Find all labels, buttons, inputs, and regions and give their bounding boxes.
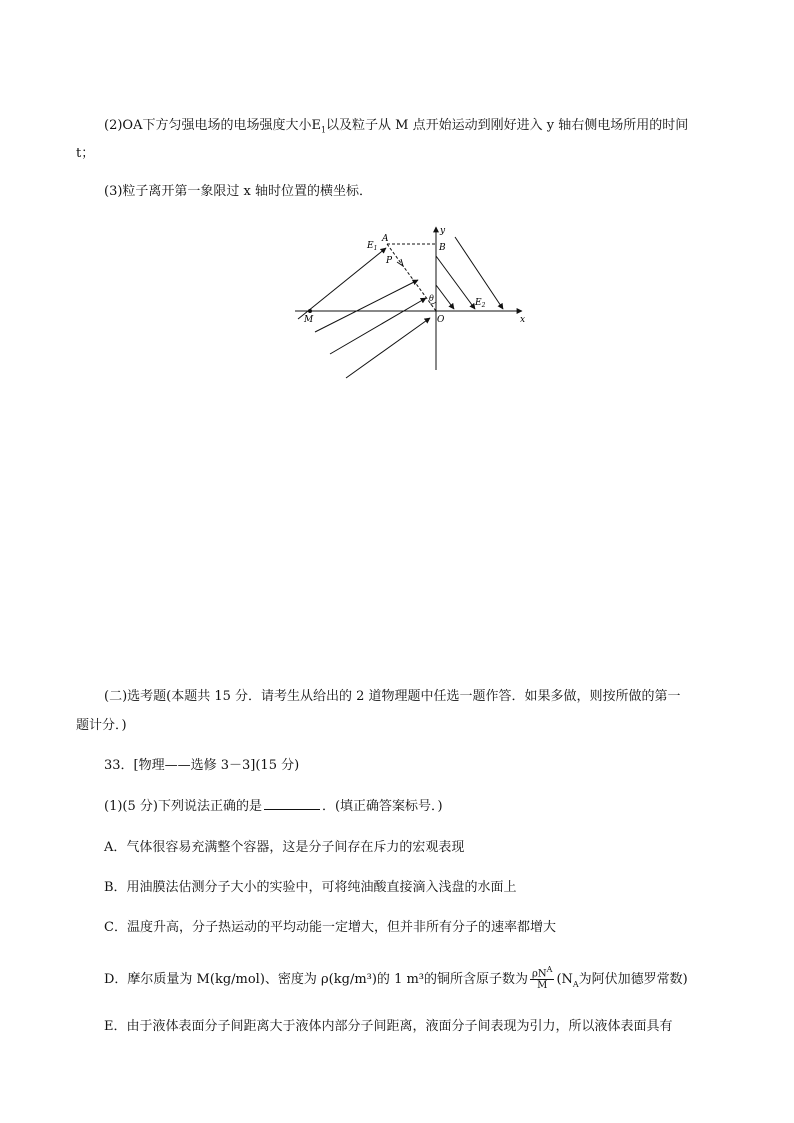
fraction-denominator: M [537,980,548,992]
label-e1: $E_1$ [367,241,378,252]
option-d-suffix-post: 为阿伏加德罗常数) [578,972,688,988]
answer-blank[interactable] [264,797,320,810]
fraction-numerator-sup: A [546,965,553,974]
q33-sub1-prefix: (1)(5 分)下列说法正确的是 [104,799,262,814]
label-e2: $E_2$ [475,298,486,309]
option-d-prefix: D．摩尔质量为 M(kg/mol)、密度为 ρ(kg/m³)的 1 m³的铜所含原子数为 [104,972,529,988]
na-subscript: A [572,979,579,989]
question-part2-line1 [104,118,688,139]
label-a: A [382,234,389,244]
label-m: M [304,315,314,325]
q33-sub1-suffix: ．(填正确答案标号．) [321,799,443,814]
question-part2-text-a: (2)OA下方匀强电场的电场强度大小E [104,118,321,133]
optional-section-line2: 题计分．) [76,718,127,733]
label-o: O [437,315,445,325]
e1-field-line [315,280,418,332]
label-theta: θ [429,294,434,303]
e1-field-line [346,318,430,378]
option-a: A．气体很容易充满整个容器，这是分子间存在斥力的宏观表现 [104,840,465,855]
q33-title: 33．[物理——选修 3－3](15 分) [104,758,300,773]
e2-field-line [436,285,454,309]
e1-subscript: 1 [320,125,327,135]
avogadro-fraction [530,964,554,991]
e1-field-line [330,298,426,354]
question-part2-text-b: 以及粒子从 M 点开始运动到刚好进入 y 轴右侧电场所用的时间 [326,118,689,133]
field-diagram [290,222,550,392]
e2-field-line [436,256,475,309]
question-part2-line2: t； [76,146,95,161]
optional-section-line1: (二)选考题(本题共 15 分．请考生从给出的 2 道物理题中任选一题作答．如果多做，则按所做的第一 [104,689,681,704]
label-p: P [386,256,393,266]
label-x: x [520,315,526,325]
label-y: y [440,226,446,236]
question-part3: (3)粒子离开第一象限过 x 轴时位置的横坐标． [104,184,373,199]
option-b: B．用油膜法估测分子大小的实验中，可将纯油酸直接滴入浅盘的水面上 [104,880,517,895]
option-e: E．由于液体表面分子间距离大于液体内部分子间距离，液面分子间表现为引力，所以液体表面具有 [104,1019,673,1034]
q33-sub1 [104,797,443,815]
option-d [104,966,688,993]
option-d-suffix-pre: (N [556,972,573,988]
option-c: C．温度升高，分子热运动的平均动能一定增大，但并非所有分子的速率都增大 [104,920,556,935]
point-m [308,309,312,313]
label-b: B [439,243,446,253]
fraction-numerator: ρN [532,968,547,980]
